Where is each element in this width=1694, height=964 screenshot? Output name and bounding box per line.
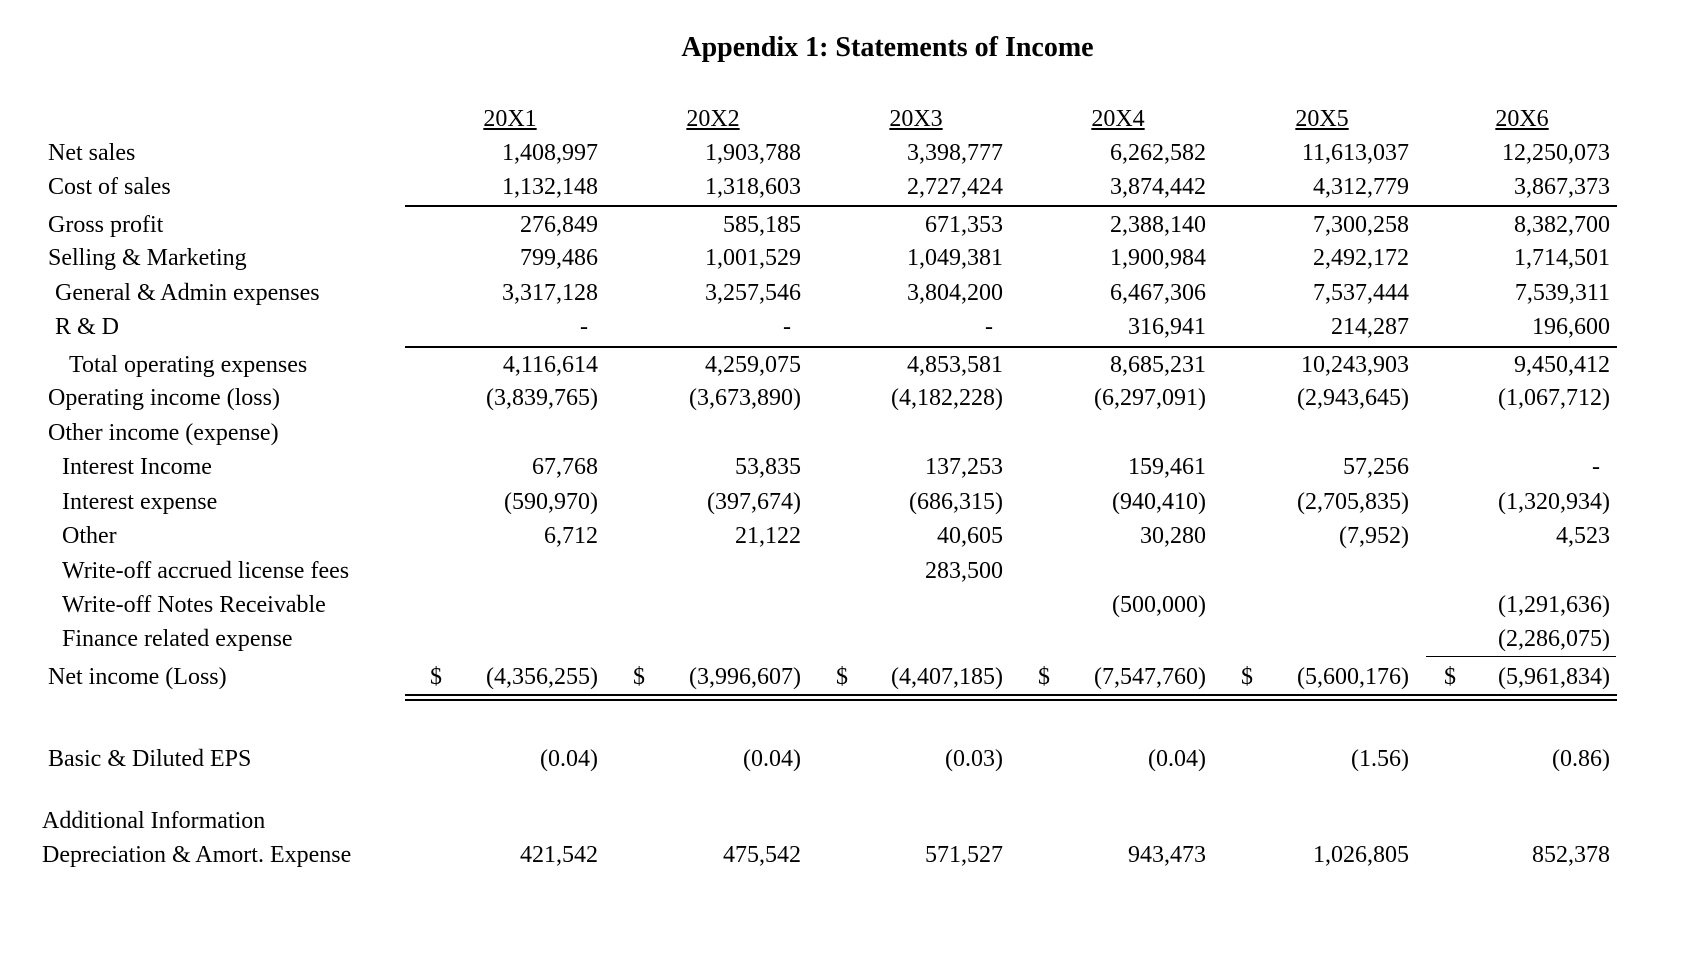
row-label-eps: Basic & Diluted EPS — [48, 746, 252, 772]
value-cell: 7,539,311 — [1514, 280, 1610, 306]
value-cell: 475,542 — [723, 842, 801, 868]
value-cell: 3,317,128 — [502, 280, 598, 306]
row-label-depreciation: Depreciation & Amort. Expense — [42, 842, 352, 868]
value-cell: (6,297,091) — [1094, 385, 1206, 411]
value-cell: 12,250,073 — [1502, 140, 1610, 166]
value-cell: 3,257,546 — [705, 280, 801, 306]
currency-symbol: $ — [1241, 664, 1253, 690]
value-cell: 67,768 — [532, 454, 598, 480]
value-cell: 852,378 — [1532, 842, 1610, 868]
row-label-other-income-header: Other income (expense) — [48, 420, 279, 446]
value-cell: 2,388,140 — [1110, 212, 1206, 238]
year-header-text: 20X1 — [483, 106, 537, 132]
value-cell: 943,473 — [1128, 842, 1206, 868]
value-cell: 3,874,442 — [1110, 174, 1206, 200]
value-cell: (7,952) — [1339, 523, 1409, 549]
value-cell: 6,262,582 — [1110, 140, 1206, 166]
value-cell: 4,523 — [1556, 523, 1610, 549]
value-cell: 196,600 — [1532, 314, 1610, 340]
value-cell: 9,450,412 — [1514, 352, 1610, 378]
year-header-text: 20X2 — [686, 106, 740, 132]
value-cell: 2,492,172 — [1313, 245, 1409, 271]
row-label-rnd: R & D — [55, 314, 120, 340]
value-cell: (0.86) — [1552, 746, 1610, 772]
value-cell: 1,318,603 — [705, 174, 801, 200]
value-cell: (0.03) — [945, 746, 1003, 772]
value-cell: (3,673,890) — [689, 385, 801, 411]
year-header — [856, 104, 976, 134]
value-cell: (3,996,607) — [689, 664, 801, 690]
value-cell: (7,547,760) — [1094, 664, 1206, 690]
value-cell: 4,259,075 — [705, 352, 801, 378]
value-cell: (3,839,765) — [486, 385, 598, 411]
value-cell: 283,500 — [925, 558, 1003, 584]
value-cell: 53,835 — [735, 454, 801, 480]
value-cell: 1,714,501 — [1514, 245, 1610, 271]
value-cell: 799,486 — [520, 245, 598, 271]
value-cell: (4,407,185) — [891, 664, 1003, 690]
row-label-writeoff-license: Write-off accrued license fees — [62, 558, 350, 584]
row-label-interest-income: Interest Income — [62, 454, 212, 480]
value-cell: (686,315) — [909, 489, 1003, 515]
value-cell: 1,903,788 — [705, 140, 801, 166]
value-cell: 8,382,700 — [1514, 212, 1610, 238]
value-cell: (5,600,176) — [1297, 664, 1409, 690]
rule-after-rnd — [405, 346, 1617, 348]
row-label-cost-of-sales: Cost of sales — [48, 174, 171, 200]
row-label-writeoff-notes: Write-off Notes Receivable — [62, 592, 326, 618]
value-cell: 1,026,805 — [1313, 842, 1409, 868]
row-label-additional-info: Additional Information — [42, 808, 266, 834]
value-cell: (1.56) — [1351, 746, 1409, 772]
row-label-finance-expense: Finance related expense — [62, 626, 293, 652]
value-cell: 2,727,424 — [907, 174, 1003, 200]
value-cell: 1,900,984 — [1110, 245, 1206, 271]
rule-after-finance-expense — [1426, 656, 1616, 657]
value-cell: (1,320,934) — [1498, 489, 1610, 515]
value-cell: (2,943,645) — [1297, 385, 1409, 411]
value-cell: (0.04) — [743, 746, 801, 772]
year-header — [1262, 104, 1382, 134]
row-label-other: Other — [62, 523, 117, 549]
value-cell: 10,243,903 — [1301, 352, 1409, 378]
value-cell: (2,286,075) — [1498, 626, 1610, 652]
value-cell: (1,291,636) — [1498, 592, 1610, 618]
page-title: Appendix 1: Statements of Income — [681, 32, 1094, 63]
double-rule-net-income — [405, 694, 1617, 701]
currency-symbol: $ — [836, 664, 848, 690]
row-label-selling-marketing: Selling & Marketing — [48, 245, 247, 271]
value-cell: (500,000) — [1112, 592, 1206, 618]
value-cell: 585,185 — [723, 212, 801, 238]
row-label-interest-expense: Interest expense — [62, 489, 218, 515]
year-header-text: 20X6 — [1495, 106, 1549, 132]
value-cell: - — [783, 314, 791, 340]
value-cell: 11,613,037 — [1301, 140, 1409, 166]
value-cell: 137,253 — [925, 454, 1003, 480]
value-cell: 214,287 — [1331, 314, 1409, 340]
value-cell: 7,300,258 — [1313, 212, 1409, 238]
value-cell: - — [580, 314, 588, 340]
rule-after-cost-of-sales — [405, 205, 1617, 207]
value-cell: 1,132,148 — [502, 174, 598, 200]
value-cell: (2,705,835) — [1297, 489, 1409, 515]
value-cell: (4,182,228) — [891, 385, 1003, 411]
value-cell: 57,256 — [1343, 454, 1409, 480]
row-label-gross-profit: Gross profit — [48, 212, 164, 238]
value-cell: 7,537,444 — [1313, 280, 1409, 306]
row-label-operating-income: Operating income (loss) — [48, 385, 280, 411]
value-cell: 8,685,231 — [1110, 352, 1206, 378]
value-cell: 276,849 — [520, 212, 598, 238]
value-cell: 159,461 — [1128, 454, 1206, 480]
currency-symbol: $ — [633, 664, 645, 690]
year-header — [450, 104, 570, 134]
currency-symbol: $ — [430, 664, 442, 690]
value-cell: 571,527 — [925, 842, 1003, 868]
currency-symbol: $ — [1038, 664, 1050, 690]
value-cell: 4,853,581 — [907, 352, 1003, 378]
value-cell: (590,970) — [504, 489, 598, 515]
row-label-total-opex: Total operating expenses — [69, 352, 308, 378]
year-header — [1058, 104, 1178, 134]
value-cell: 1,049,381 — [907, 245, 1003, 271]
value-cell: 4,312,779 — [1313, 174, 1409, 200]
value-cell: 6,712 — [544, 523, 598, 549]
year-header — [653, 104, 773, 134]
value-cell: (0.04) — [1148, 746, 1206, 772]
value-cell: 671,353 — [925, 212, 1003, 238]
row-label-net-sales: Net sales — [48, 140, 136, 166]
value-cell: (0.04) — [540, 746, 598, 772]
value-cell: 4,116,614 — [502, 352, 598, 378]
year-header-text: 20X4 — [1091, 106, 1145, 132]
value-cell: (1,067,712) — [1498, 385, 1610, 411]
year-header — [1462, 104, 1582, 134]
value-cell: (397,674) — [707, 489, 801, 515]
value-cell: (5,961,834) — [1498, 664, 1610, 690]
value-cell: 40,605 — [937, 523, 1003, 549]
year-header-text: 20X3 — [889, 106, 943, 132]
value-cell: (940,410) — [1112, 489, 1206, 515]
value-cell: 3,867,373 — [1514, 174, 1610, 200]
value-cell: (4,356,255) — [486, 664, 598, 690]
value-cell: 1,001,529 — [705, 245, 801, 271]
value-cell: - — [1592, 454, 1600, 480]
value-cell: 316,941 — [1128, 314, 1206, 340]
value-cell: 3,398,777 — [907, 140, 1003, 166]
value-cell: 21,122 — [735, 523, 801, 549]
value-cell: 6,467,306 — [1110, 280, 1206, 306]
value-cell: 421,542 — [520, 842, 598, 868]
row-label-net-income: Net income (Loss) — [48, 664, 227, 690]
row-label-general-admin: General & Admin expenses — [55, 280, 320, 306]
value-cell: - — [985, 314, 993, 340]
value-cell: 3,804,200 — [907, 280, 1003, 306]
currency-symbol: $ — [1444, 664, 1456, 690]
value-cell: 1,408,997 — [502, 140, 598, 166]
year-header-text: 20X5 — [1295, 106, 1349, 132]
value-cell: 30,280 — [1140, 523, 1206, 549]
